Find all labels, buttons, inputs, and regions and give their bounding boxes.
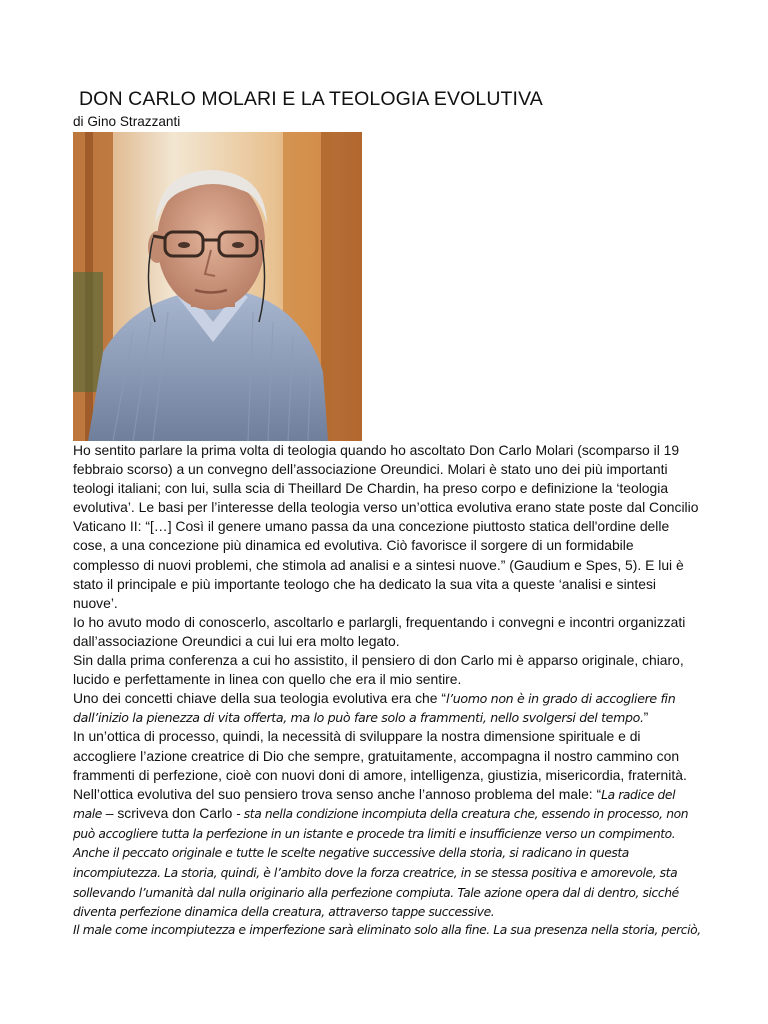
article-title: DON CARLO MOLARI E LA TEOLOGIA EVOLUTIVA: [79, 88, 543, 110]
paragraph: In un’ottica di processo, quindi, la necessità di sviluppare la nostra dimensione spirituale e di accogliere l’azione creatrice di Dio che sempre, gratuitamente, accompagna il nostro cammino con frammenti di perfezione, cioè con nuovi doni di amore, intelligenza, giustizia, misericordia, fraternità.: [73, 728, 687, 783]
quote-text: l’uomo non è in grado di accogliere fin dall’inizio la pienezza di vita offerta, ma lo può fare solo a frammenti, nello svolgersi del tempo.: [73, 691, 676, 726]
portrait-photo: [73, 132, 362, 441]
quote-text: - sta nella condizione incompiuta della creatura che, essendo in processo, non può accogliere tutta la perfezione in un istante e procede tra limiti e insufficienze verso un compimento. Anche il peccato originale e tutte le scelte negative successive della storia, si radicano in questa incompiutezza. La storia, quindi, è l’ambito dove la forza creatrice, in se stessa positiva e amorevole, sta sollevando l’umanità dal nulla originario alla perfezione compiuta. Tale azione opera dal di dentro, sicché diventa perfezione dinamica della creatura, attraverso tappe successive.: [73, 807, 689, 920]
paragraph: Ho sentito parlare la prima volta di teologia quando ho ascoltato Don Carlo Molari (scomparso il 19 febbraio scorso) a un convegno dell’associazione Oreundici. Molari è stato uno dei più importanti teologi italiani; con lui, sulla scia di Theillard De Chardin, ha preso corpo e definizione la ‘teologia evolutiva’. Le basi per l’interesse della teologia verso un’ottica evolutiva erano state poste dal Concilio Vaticano II: “[…] Così il genere umano passa da una concezione piuttosto statica dell'ordine delle cose, a una concezione più dinamica ed evolutiva. Ciò favorisce il sorgere di un formidabile complesso di nuovi problemi, che stimola ad analisi e a sintesi nuove.” (Gaudium e Spes, 5). E lui è stato il principale e più importante teologo che ha dedicato la sua vita a queste ‘analisi e sintesi nuove’.: [73, 442, 699, 611]
paragraph-text: ”: [643, 709, 649, 726]
quote-text: La radice del male: [73, 787, 676, 822]
article-author: di Gino Strazzanti: [73, 114, 181, 129]
article-body: [73, 441, 703, 939]
paragraph: [73, 689, 703, 727]
paragraph: Sin dalla prima conferenza a cui ho assistito, il pensiero di don Carlo mi è apparso originale, chiaro, lucido e perfettamente in linea con quello che era il mio sentire.: [73, 652, 684, 688]
paragraph: Il male come incompiutezza e imperfezione sarà eliminato solo alla fine. La sua presenza nella storia, perciò,: [73, 922, 701, 937]
paragraph: Io ho avuto modo di conoscerlo, ascoltarlo e parlargli, frequentando i convegni e incontri organizzati dall’associazione Oreundici a cui lui era molto legato.: [73, 613, 686, 649]
paragraph-text: Uno dei concetti chiave della sua teologia evolutiva era che “: [73, 690, 446, 707]
paragraph: [73, 785, 703, 922]
paragraph-text: – scriveva don Carlo: [101, 805, 237, 822]
paragraph-text: Nell’ottica evolutiva del suo pensiero trova senso anche l’annoso problema del male: “: [73, 785, 602, 802]
